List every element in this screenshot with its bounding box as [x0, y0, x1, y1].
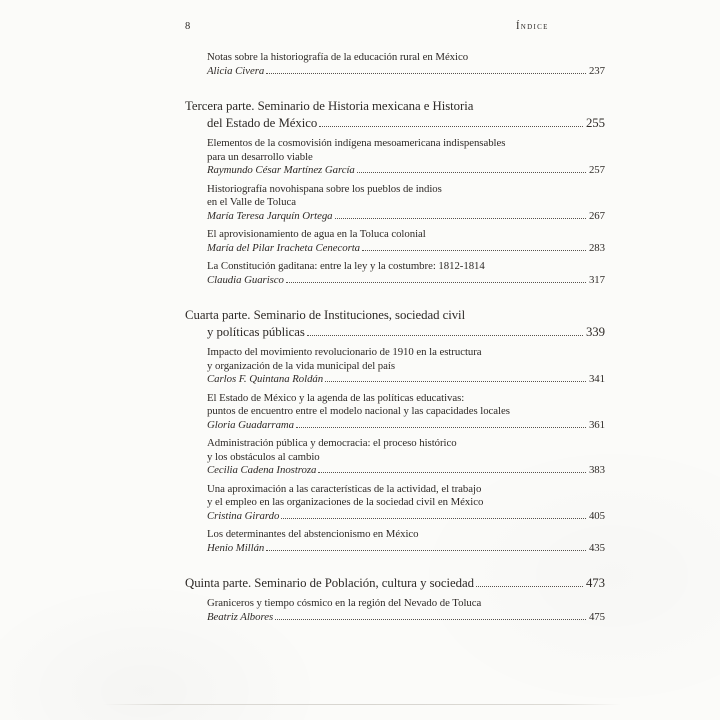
- running-head: Índice: [516, 21, 549, 32]
- toc-line: y organización de la vida municipal del país: [207, 359, 395, 372]
- toc-author: Claudia Guarisco: [207, 273, 284, 286]
- toc-page-number: 237: [588, 64, 605, 77]
- toc-line: [185, 164, 605, 178]
- toc-list: [185, 51, 605, 629]
- toc-line: Historiografía novohispana sobre los pueblos de indios: [207, 182, 442, 195]
- toc-chapter-entry: [185, 183, 605, 224]
- toc-page-number: 255: [585, 116, 605, 130]
- toc-part-heading: [185, 98, 605, 132]
- toc-line: [185, 510, 605, 524]
- toc-title-text: Quinta parte. Seminario de Población, cultura y sociedad: [185, 576, 474, 590]
- toc-chapter-entry: [185, 228, 605, 255]
- dot-leader: [266, 550, 586, 551]
- dot-leader: [318, 472, 586, 473]
- toc-page-number: 435: [588, 541, 605, 554]
- toc-part-heading: [185, 575, 605, 592]
- toc-line: Cuarta parte. Seminario de Instituciones, sociedad civil: [185, 308, 466, 322]
- toc-line: Elementos de la cosmovisión indígena mesoamericana indispensables: [207, 137, 506, 149]
- toc-page-number: 405: [588, 509, 605, 522]
- toc-line: y los obstáculos al cambio: [207, 450, 320, 463]
- toc-page-number: 317: [588, 273, 605, 286]
- toc-title-text: y políticas públicas: [207, 325, 305, 339]
- toc-chapter-entry: [185, 346, 605, 387]
- toc-line: El Estado de México y la agenda de las políticas educativas:: [207, 391, 465, 404]
- toc-line: [185, 575, 605, 592]
- toc-author: Beatriz Albores: [207, 610, 274, 623]
- toc-page-number: 267: [588, 209, 605, 222]
- toc-line: [185, 419, 605, 433]
- toc-line: y el empleo en las organizaciones de la sociedad civil en México: [207, 496, 484, 508]
- toc-page-number: 341: [588, 373, 605, 385]
- toc-chapter-entry: [185, 260, 605, 287]
- dot-leader: [476, 586, 583, 587]
- toc-page-number: 383: [588, 464, 605, 476]
- toc-line: [185, 210, 605, 224]
- toc-author: Raymundo César Martínez García: [207, 164, 355, 176]
- toc-line: Tercera parte. Seminario de Historia mexicana e Historia: [185, 99, 474, 113]
- toc-page-number: 475: [588, 610, 605, 623]
- toc-author: Carlos F. Quintana Roldán: [207, 373, 324, 385]
- toc-author: Cecilia Cadena Inostroza: [207, 464, 317, 476]
- toc-line: Administración pública y democracia: el proceso histórico: [207, 437, 457, 449]
- toc-line: Una aproximación a las características de la actividad, el trabajo: [207, 482, 482, 495]
- toc-chapter-entry: [185, 437, 605, 478]
- toc-line: [185, 274, 605, 288]
- dot-leader: [325, 381, 586, 382]
- dot-leader: [362, 250, 586, 251]
- toc-page-number: 339: [585, 325, 605, 339]
- toc-line: [185, 542, 605, 556]
- page-edge-artifact: [103, 704, 621, 705]
- toc-chapter-entry: [185, 528, 605, 555]
- toc-chapter-entry: [185, 392, 605, 433]
- toc-chapter-entry: [185, 597, 605, 624]
- toc-line: Graniceros y tiempo cósmico en la región del Nevado de Toluca: [207, 597, 482, 609]
- page-number: 8: [185, 21, 191, 32]
- toc-page-number: 257: [588, 164, 605, 176]
- toc-title-text: del Estado de México: [207, 116, 318, 130]
- toc-line: [185, 464, 605, 478]
- dot-leader: [296, 427, 586, 428]
- toc-part-heading: [185, 307, 605, 341]
- toc-page-number: 473: [585, 576, 605, 590]
- toc-page-number: 361: [588, 418, 605, 431]
- toc-chapter-entry: [185, 137, 605, 178]
- toc-line: [185, 65, 605, 79]
- dot-leader: [335, 218, 586, 219]
- dot-leader: [275, 619, 586, 620]
- toc-chapter-entry: [185, 483, 605, 524]
- dot-leader: [307, 335, 583, 336]
- toc-line: [185, 242, 605, 256]
- dot-leader: [286, 282, 586, 283]
- toc-chapter-entry: [185, 51, 605, 78]
- toc-line: en el Valle de Toluca: [207, 196, 296, 208]
- toc-author: María del Pilar Iracheta Cenecorta: [207, 241, 361, 254]
- toc-line: [185, 324, 605, 341]
- toc-author: Alicia Civera: [207, 64, 265, 77]
- toc-line: Los determinantes del abstencionismo en México: [207, 528, 419, 540]
- toc-author: Cristina Girardo: [207, 509, 280, 522]
- toc-line: El aprovisionamiento de agua en la Toluca colonial: [207, 228, 426, 240]
- toc-line: [185, 611, 605, 625]
- toc-line: puntos de encuentro entre el modelo nacional y las capacidades locales: [207, 405, 510, 417]
- toc-page-number: 283: [588, 241, 605, 254]
- toc-line: Impacto del movimiento revolucionario de 1910 en la estructura: [207, 346, 482, 358]
- toc-line: [185, 115, 605, 132]
- toc-author: Gloria Guadarrama: [207, 418, 295, 431]
- dot-leader: [281, 518, 586, 519]
- toc-line: La Constitución gaditana: entre la ley y la costumbre: 1812-1814: [207, 260, 485, 272]
- toc-line: para un desarrollo viable: [207, 150, 313, 163]
- dot-leader: [319, 126, 583, 127]
- toc-author: Henio Millán: [207, 541, 265, 554]
- toc-author: María Teresa Jarquín Ortega: [207, 209, 333, 222]
- dot-leader: [357, 172, 586, 173]
- toc-line: Notas sobre la historiografía de la educación rural en México: [207, 51, 469, 63]
- toc-line: [185, 373, 605, 387]
- dot-leader: [266, 73, 586, 74]
